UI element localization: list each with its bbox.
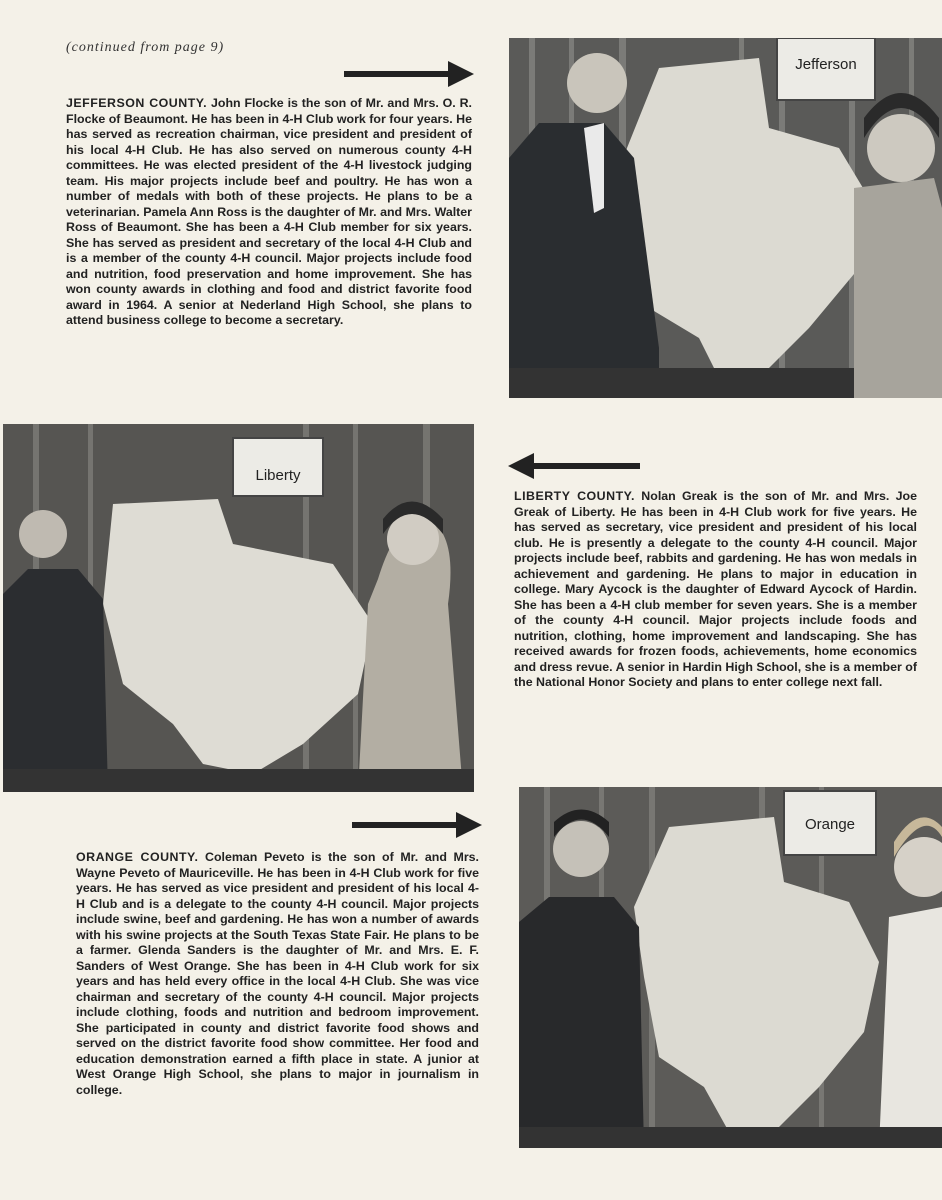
jefferson-body: John Flocke is the son of Mr. and Mrs. O. R. Flocke of Beaumont. He has been in 4-H Club work for four years. He has served as recreation chairman, vice president and president of his local 4-H Club. He has also served on numerous county 4-H committees. He was elected president of the 4-H livestock judging team. His major projects include beef and poultry. He has won a number of medals with both of these projects. He plans to be a veterinarian. Pamela Ann Ross is the daughter of Mr. and Mrs. Walter Ross of Beaumont. She has been a 4-H Club member for six years. She has served as president and secretary of the local 4-H Club and is a member of the county 4-H council. Major projects include food and nutrition, food preservation and home improvement. She has won county awards in clothing and food and district favorite food award in 1964. A senior at Nederland High School, she plans to attend business college to become a secretary. [66, 96, 472, 327]
arrow-right-icon [352, 812, 482, 838]
jefferson-paragraph [66, 96, 472, 329]
orange-sign-label: Orange [804, 816, 856, 833]
jefferson-photo [509, 38, 942, 398]
arrow-right-icon [344, 61, 474, 87]
arrow-left-icon [508, 453, 640, 479]
liberty-heading: LIBERTY COUNTY. [514, 489, 635, 503]
continued-note: (continued from page 9) [66, 40, 225, 55]
jefferson-sign-label: Jefferson [795, 56, 857, 73]
orange-body: Coleman Peveto is the son of Mr. and Mrs. Wayne Peveto of Mauriceville. He has been in 4-H Club work for five years. He has served as vice president and president of his local 4-H Club and is a delegate to the county 4-H council. Major projects include swine, beef and gardening. He has won a number of awards with his swine projects at the South Texas State Fair. He plans to be a farmer. Glenda Sanders is the daughter of Mr. and Mrs. E. F. Sanders of West Orange. She has been in 4-H Club work for six years and has held every office in the local 4-H Club. She was vice chairman and secretary of the county 4-H council. Major projects include clothing, foods and nutrition and bedroom improvement. She participated in county and district favorite food shows and served on the district favorite food show committee. Her food and education demonstration earned a fifth place in state. A junior at West Orange High School, she plans to major in journalism in college. [76, 850, 479, 1097]
liberty-paragraph [514, 489, 917, 691]
liberty-photo [3, 424, 474, 792]
liberty-body: Nolan Greak is the son of Mr. and Mrs. Joe Greak of Liberty. He has been in 4-H Club work for five years. He has served as secretary, vice president and president of his local club. He is presently a delegate to the county 4-H council. Major projects include beef, rabbits and gardening. He has won medals in achievement and gardening. He plans to major in education in college. Mary Aycock is the daughter of Edward Aycock of Hardin. She has been a 4-H club member for seven years. She is a member of the county 4-H council. Major projects include foods and nutrition, clothing, home improvement and landscaping. She has received awards for frozen foods, achievements, home economics and dress revue. A senior in Hardin High School, she is a member of the National Honor Society and plans to enter college next fall. [514, 489, 918, 689]
jefferson-heading: JEFFERSON COUNTY. [66, 96, 208, 110]
orange-paragraph [76, 850, 479, 1098]
liberty-sign-label: Liberty [255, 467, 301, 484]
orange-photo [519, 787, 942, 1148]
orange-heading: ORANGE COUNTY. [76, 850, 199, 864]
